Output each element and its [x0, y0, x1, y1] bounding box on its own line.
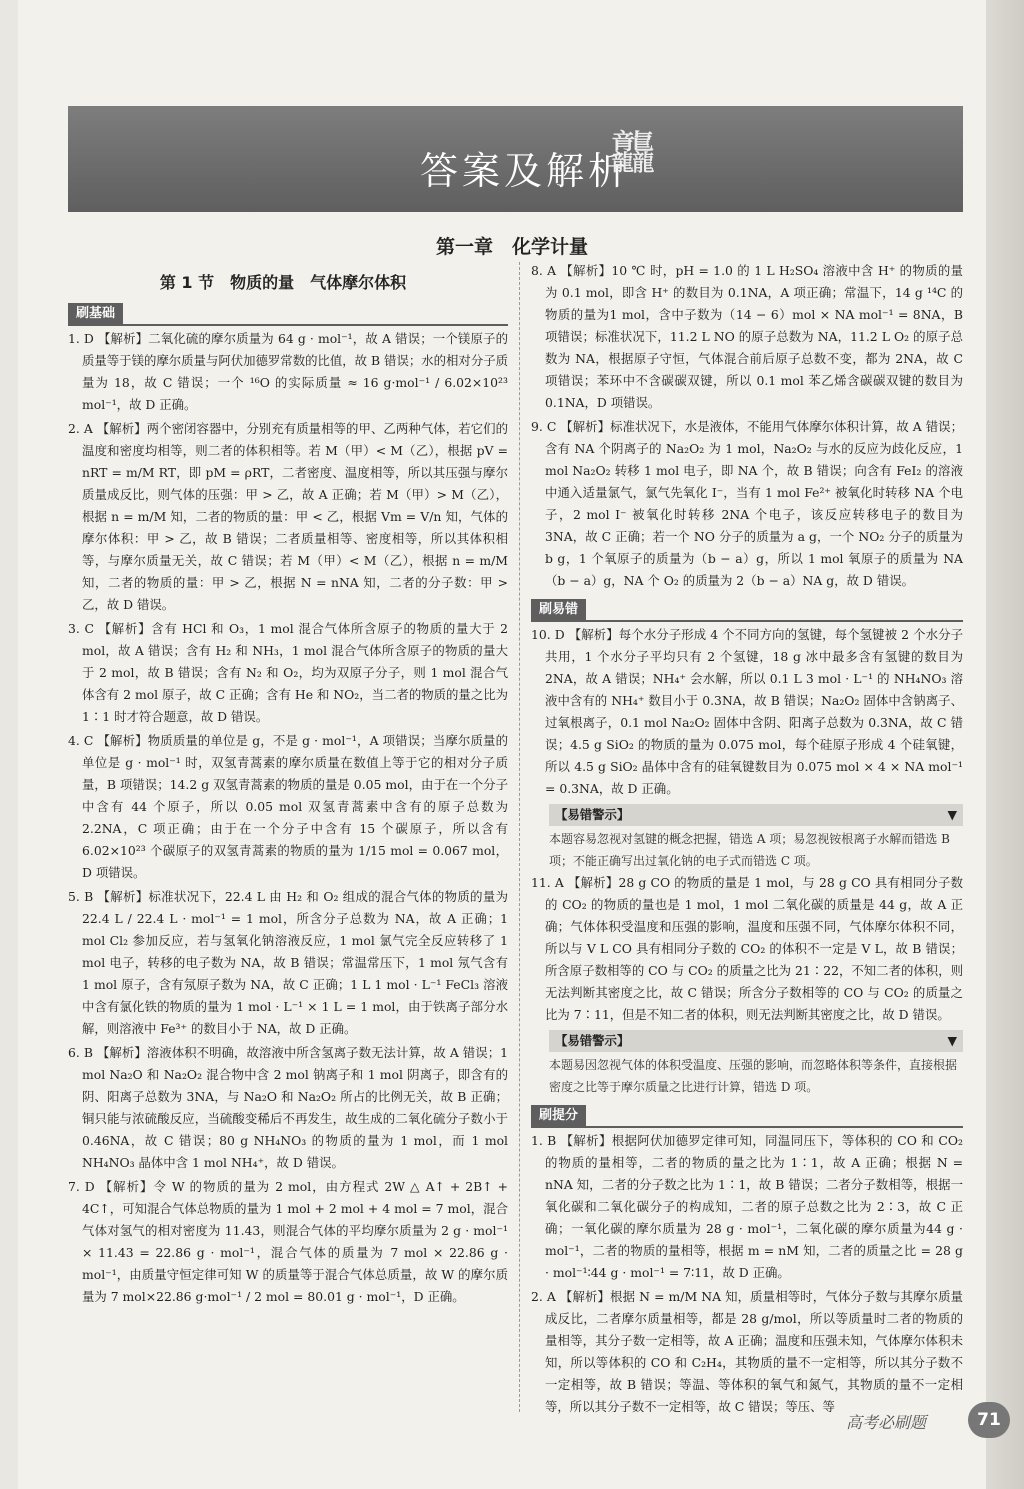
answer-item: 11. A 【解析】28 g CO 的物质的量是 1 mol，与 28 g CO 具有相同分子数的 CO₂ 的物质的量也是 1 mol，1 mol 二氧化碳的质量是 44 g，故 A 正确；气体体积受温度和压强的影响，温度和压强不同，气体摩尔体积不同，所以与 V L CO 具有相同分子数的 CO₂ 的体积不一定是 V L，故 B 错误；所含原子数相等的 CO 与 CO₂ 的质量之比为 21∶22，不知二者的体积，则无法判断其密度之比，故 C 错误；所含分子数相等的 CO 与 CO₂ 的质量之比为 7∶11，但是不知二者的体积，则无法判断其密度之比，故 D 错误。: [531, 875, 963, 1022]
answer-item: 2. A 【解析】两个密闭容器中，分别充有质量相等的甲、乙两种气体，若它们的温度和密度均相等，则二者的体积相等。若 M（甲）< M（乙），根据 pV = nRT = m/M RT，即 pM = ρRT，二者密度、温度相等，所以其压强与摩尔质量成反比，则气体的压强：甲 > 乙，故 A 正确；若 M（甲）> M（乙），根据 n = m/M 知，二者的物质的量：甲 < 乙，根据 Vm = V/n 知，气体的摩尔体积：甲 > 乙，故 B 错误；二者质量相等、密度相等，所以其体积相等，与摩尔质量无关，故 C 错误；若 M（甲）< M（乙），根据 n = m/M 知，二者的物质的量：甲 > 乙，根据 N = nNA 知，二者的分子数：甲 > 乙，故 D 错误。: [68, 421, 508, 612]
answer-item: 7. D 【解析】令 W 的物质的量为 2 mol，由方程式 2W △ A↑ + 2B↑ + 4C↑，可知混合气体总物质的量为 1 mol + 2 mol + 4 mol = 7 mol，混合气体对氢气的相对密度为 11.43，则混合气体的平均摩尔质量为 2 g · mol⁻¹ × 11.43 = 22.86 g · mol⁻¹，混合气体的质量为 7 mol × 22.86 g · mol⁻¹，由质量守恒定律可知 W 的质量等于混合气体总质量，故 W 的摩尔质量为 7 mol×22.86 g·mol⁻¹ / 2 mol = 80.01 g · mol⁻¹，D 正确。: [68, 1179, 508, 1304]
warning-header: 【易错警示】 ▼: [549, 804, 963, 826]
answer-item: 9. C 【解析】标准状况下，水是液体，不能用气体摩尔体积计算，故 A 错误；含有 NA 个阴离子的 Na₂O₂ 为 1 mol，Na₂O₂ 与水的反应为歧化反应，1 mol Na₂O₂ 转移 1 mol 电子，即 NA 个，故 B 错误；向含有 FeI₂ 的溶液中通入适量氯气，氯气先氧化 I⁻，当有 1 mol Fe²⁺ 被氧化时转移 NA 个电子，2 mol I⁻ 被氧化时转移 2NA 个电子，该反应转移电子的数目为 3NA，故 C 正确；若一个 NO 分子的质量为 a g，一个 NO₂ 分子的质量为 b g，1 个氧原子的质量为（b − a）g，所以 1 mol 氧原子的质量为 NA（b − a）g，NA 个 O₂ 的质量为 2（b − a）NA g，故 D 错误。: [531, 419, 963, 588]
answer-item: 3. C 【解析】含有 HCl 和 O₃，1 mol 混合气体所含原子的物质的量大于 2 mol，故 A 错误；含有 H₂ 和 NH₃，1 mol 混合气体所含原子的物质的量大于 2 mol，故 B 错误；含有 N₂ 和 O₂，均为双原子分子，则 1 mol 混合气体含有 2 mol 原子，故 C 正确；含有 He 和 NO₂，当二者的物质的量之比为 1∶1 时才符合题意，故 D 错误。: [68, 621, 508, 724]
chapter-title: 第一章 化学计量: [435, 236, 588, 258]
answer-item: 10. D 【解析】每个水分子形成 4 个不同方向的氢键，每个氢键被 2 个水分子共用，1 个水分子平均只有 2 个氢键，18 g 冰中最多含有氢键的数目为 2NA，故 A 错误；NH₄⁺ 会水解，所以 0.1 L 3 mol · L⁻¹ 的 NH₄NO₃ 溶液中含有的 NH₄⁺ 数目小于 0.3NA，故 B 错误；Na₂O₂ 固体中含钠离子、过氧根离子，0.1 mol Na₂O₂ 固体中含阴、阳离子总数为 0.3NA，故 C 错误；4.5 g SiO₂ 的物质的量为 0.075 mol，每个硅原子形成 4 个硅氧键，所以 4.5 g SiO₂ 晶体中含有的硅氧键数目为 0.075 mol × 4 × NA mol⁻¹ = 0.3NA，故 D 正确。: [531, 627, 963, 796]
left-column: [68, 296, 508, 1310]
warning-header: 【易错警示】 ▼: [549, 1030, 963, 1052]
tag-basic: 刷基础: [68, 303, 123, 325]
brand-logo-icon: 龘: [610, 126, 656, 180]
page-edge: [986, 0, 1024, 1489]
answer-item: 1. D 【解析】二氧化硫的摩尔质量为 64 g · mol⁻¹，故 A 错误；一个镁原子的质量等于镁的摩尔质量与阿伏加德罗常数的比值，故 B 错误；水的相对分子质量为 18，故 C 错误；一个 ¹⁶O 的实际质量 ≈ 16 g·mol⁻¹ / 6.02×10²³ mol⁻¹，故 D 正确。: [68, 331, 508, 412]
book-name: 高考必刷题: [846, 1413, 927, 1432]
tag-advanced: 刷提分: [531, 1105, 586, 1127]
column-divider: [519, 262, 520, 1412]
page-number: 71: [968, 1402, 1010, 1438]
answer-item: 8. A 【解析】10 ℃ 时，pH = 1.0 的 1 L H₂SO₄ 溶液中含 H⁺ 的物质的量为 0.1 mol，即含 H⁺ 的数目为 0.1NA，A 项正确；常温下，14 g ¹⁴C 的物质的量为1 mol，含中子数为（14 − 6）mol × NA mol⁻¹ = 8NA，B 项错误；标准状况下，11.2 L NO 的原子总数为 NA，11.2 L O₂ 的原子总数为 NA，根据原子守恒，气体混合前后原子总数不变，都为 2NA，故 C 项错误；苯环中不含碳碳双键，所以 0.1 mol 苯乙烯含碳碳双键的数目为 0.1NA，D 项错误。: [531, 263, 963, 410]
banner-title: 答案及解析: [420, 149, 631, 193]
answer-item: 5. B 【解析】标准状况下，22.4 L 由 H₂ 和 O₂ 组成的混合气体的物质的量为 22.4 L / 22.4 L · mol⁻¹ = 1 mol，所含分子总数为 NA，故 A 正确；1 mol Cl₂ 参加反应，若与氢氧化钠溶液反应，1 mol 氯气完全反应转移了 1 mol 电子，转移的电子数为 NA，故 B 错误；常温常压下，1 mol 氖气含有 1 mol 原子，含有氖原子数为 NA，故 C 正确；1 L 1 mol · L⁻¹ FeCl₃ 溶液中含有氯化铁的物质的量为 1 mol · L⁻¹ × 1 L = 1 mol，由于铁离子部分水解，则溶液中 Fe³⁺ 的数目小于 NA，故 D 正确。: [68, 889, 508, 1036]
answer-item: 2. A 【解析】根据 N = m/M NA 知，质量相等时，气体分子数与其摩尔质量成反比，二者摩尔质量相等，都是 28 g/mol，所以等质量时二者的物质的量相等，其分子数一定相等，故 A 正确；温度和压强未知，气体摩尔体积未知，所以等体积的 CO 和 C₂H₄，其物质的量不一定相等，所以其分子数不一定相等，故 B 错误；等温、等体积的氧气和氮气，其物质的量不一定相等，所以其分子数不一定相等，故 C 错误；等压、等: [531, 1289, 963, 1414]
tag-mistakes: 刷易错: [531, 599, 586, 621]
answer-item: 4. C 【解析】物质质量的单位是 g，不是 g · mol⁻¹，A 项错误；当摩尔质量的单位是 g · mol⁻¹ 时，双氢青蒿素的摩尔质量在数值上等于它的相对分子质量，B 项错误；14.2 g 双氢青蒿素的物质的量是 0.05 mol，由于在一个分子中含有 44 个原子，所以 0.05 mol 双氢青蒿素中含有的原子总数为 2.2NA，C 项正确；由于在一个分子中含有 15 个碳原子，所以含有 6.02×10²³ 个碳原子的双氢青蒿素的物质的量为 1/15 mol = 0.067 mol，D 项错误。: [68, 733, 508, 880]
warning-body: 本题易因忽视气体的体积受温度、压强的影响，而忽略体积等条件，直接根据密度之比等于摩尔质量之比进行计算，错选 D 项。: [549, 1058, 958, 1094]
tag-row: [531, 598, 963, 622]
answer-item: 1. B 【解析】根据阿伏加德罗定律可知，同温同压下，等体积的 CO 和 CO₂ 的物质的量相等，二者的物质的量之比为 1∶1，故 A 正确；根据 N = nNA 知，二者的分子数之比为 1∶1，故 B 错误；二者分子数相等，根据一氧化碳和二氧化碳分子的构成知，二者的原子总数之比为 2∶3，故 C 正确；一氧化碳的摩尔质量为 28 g · mol⁻¹，二氧化碳的摩尔质量为44 g · mol⁻¹，二者的物质的量相等，根据 m = nM 知，二者的质量之比 = 28 g · mol⁻¹∶44 g · mol⁻¹ = 7∶11，故 D 正确。: [531, 1133, 963, 1280]
section-title: 第 1 节 物质的量 气体摩尔体积: [159, 273, 407, 292]
tag-row: [68, 302, 508, 326]
warning-body: 本题容易忽视对氢键的概念把握，错选 A 项；易忽视铵根离子水解而错选 B 项；不能正确写出过氧化钠的电子式而错选 C 项。: [549, 832, 950, 868]
right-column: [531, 260, 963, 1420]
answer-item: 6. B 【解析】溶液体积不明确，故溶液中所含氢离子数无法计算，故 A 错误；1 mol Na₂O 和 Na₂O₂ 混合物中含 2 mol 钠离子和 1 mol 阴离子，即含有的阴、阳离子总数为 3NA，与 Na₂O 和 Na₂O₂ 所占的比例无关，故 B 正确；铜只能与浓硫酸反应，当硫酸变稀后不再发生，故生成的二氧化硫分子数小于 0.46NA，故 C 错误；80 g NH₄NO₃ 的物质的量为 1 mol，而 1 mol NH₄NO₃ 晶体中含 1 mol NH₄⁺，故 D 错误。: [68, 1045, 508, 1170]
tag-row: [531, 1104, 963, 1128]
